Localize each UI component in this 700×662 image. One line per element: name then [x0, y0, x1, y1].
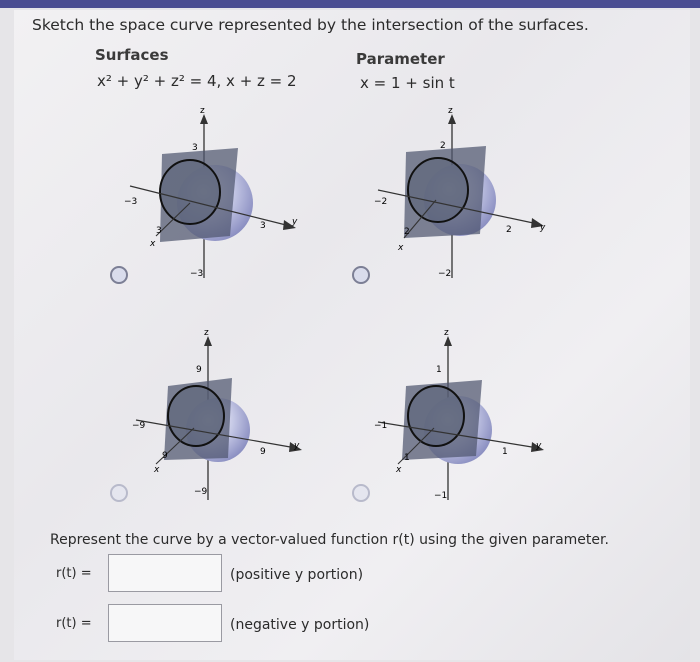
question-title: Sketch the space curve represented by the intersection of the surfaces.	[32, 16, 589, 34]
option-b-radio[interactable]	[352, 266, 370, 284]
x-tick: 3	[156, 226, 162, 236]
y-label: y	[294, 441, 300, 451]
intersection-curve	[408, 386, 464, 446]
z-top-tick: 3	[192, 143, 198, 153]
intersection-curve	[168, 386, 224, 446]
intersection-curve	[160, 160, 220, 224]
y-left-tick: −2	[374, 197, 388, 207]
r-label-negative: r(t) =	[56, 616, 92, 631]
y-label: y	[540, 223, 546, 233]
z-bottom-tick: −3	[190, 269, 204, 279]
option-c-radio[interactable]	[110, 484, 128, 502]
y-right-tick: 9	[260, 447, 266, 457]
option-a-radio[interactable]	[110, 266, 128, 284]
option-d-plot	[370, 330, 560, 510]
y-left-tick: −9	[132, 421, 146, 431]
y-right-tick: 3	[260, 221, 266, 231]
z-bottom-tick: −9	[194, 487, 208, 497]
intersection-curve	[408, 158, 468, 222]
x-label: x	[154, 465, 160, 475]
x-tick: 2	[404, 227, 410, 237]
y-left-tick: −1	[374, 421, 388, 431]
option-b-plot	[370, 108, 560, 288]
positive-y-answer-input[interactable]	[108, 554, 222, 592]
positive-y-note: (positive y portion)	[230, 567, 364, 583]
x-label: x	[396, 465, 402, 475]
surfaces-header: Surfaces	[95, 46, 169, 64]
y-left-tick: −3	[124, 197, 138, 207]
z-top-tick: 9	[196, 365, 202, 375]
negative-y-answer-input[interactable]	[108, 604, 222, 642]
z-label: z	[204, 330, 209, 338]
surfaces-equation: x² + y² + z² = 4, x + z = 2	[97, 72, 297, 90]
parameter-header: Parameter	[356, 50, 445, 68]
option-a-plot	[120, 108, 310, 288]
z-bottom-tick: −2	[438, 269, 452, 279]
x-tick: 1	[404, 453, 410, 463]
parameter-equation: x = 1 + sin t	[360, 74, 455, 92]
y-right-tick: 1	[502, 447, 508, 457]
y-right-tick: 2	[506, 225, 512, 235]
z-top-tick: 1	[436, 365, 442, 375]
x-label: x	[150, 239, 156, 249]
top-bar	[0, 0, 700, 8]
option-c-plot	[128, 330, 318, 510]
negative-y-note: (negative y portion)	[230, 617, 370, 633]
r-label-positive: r(t) =	[56, 566, 92, 581]
answer-prompt: Represent the curve by a vector-valued function r(t) using the given parameter.	[50, 532, 609, 548]
z-label: z	[444, 330, 449, 338]
z-bottom-tick: −1	[434, 491, 448, 501]
x-label: x	[398, 243, 404, 253]
y-label: y	[292, 217, 298, 227]
x-tick: 9	[162, 451, 168, 461]
option-d-radio[interactable]	[352, 484, 370, 502]
z-label: z	[448, 108, 453, 116]
z-label: z	[200, 108, 205, 116]
y-label: y	[536, 441, 542, 451]
z-top-tick: 2	[440, 141, 446, 151]
